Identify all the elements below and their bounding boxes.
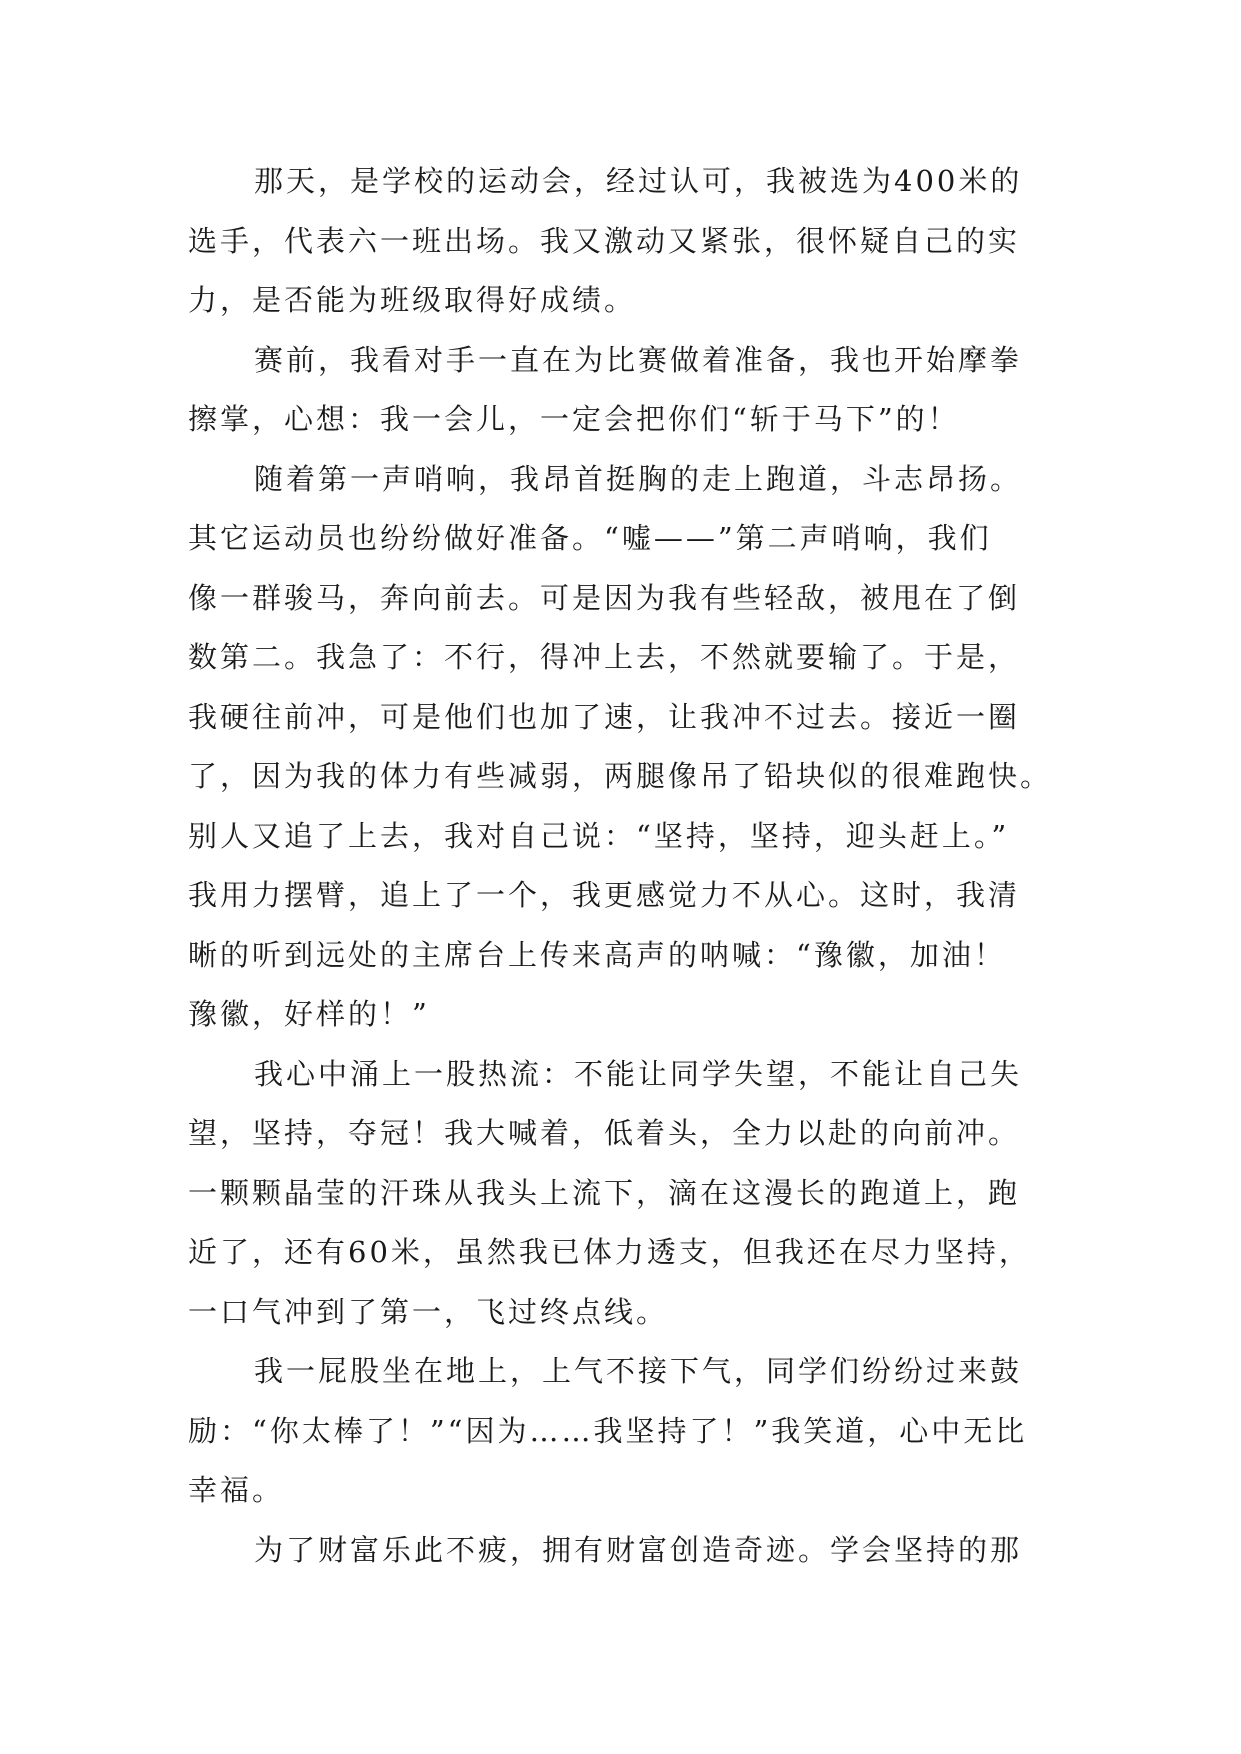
text-line: 我心中涌上一股热流：不能让同学失望，不能让自己失: [254, 1056, 1023, 1091]
text-line: 近了，还有60米，虽然我已体力透支，但我还在尽力坚持，: [188, 1235, 1031, 1269]
text-line: 为了财富乐此不疲，拥有财富创造奇迹。学会坚持的那: [254, 1532, 1023, 1567]
text-line: 那天，是学校的运动会，经过认可，我被选为400米的: [254, 164, 1023, 198]
text-line: 随着第一声哨响，我昂首挺胸的走上跑道，斗志昂扬。: [254, 461, 1023, 496]
text-line: 励：“你太棒了！”“因为……我坚持了！”我笑道，心中无比: [188, 1413, 1028, 1448]
text-line: 选手，代表六一班出场。我又激动又紧张，很怀疑自己的实: [188, 223, 1021, 258]
text-line: 一口气冲到了第一，飞过终点线。: [188, 1294, 669, 1329]
text-line: 力，是否能为班级取得好成绩。: [188, 283, 637, 317]
text-line: 我一屁股坐在地上，上气不接下气，同学们纷纷过来鼓: [254, 1354, 1023, 1388]
text-line: 豫徽，好样的！”: [188, 997, 430, 1031]
text-line: 擦掌，心想：我一会儿，一定会把你们“斩于马下”的！: [188, 402, 960, 436]
text-line: 赛前，我看对手一直在为比赛做着准备，我也开始摩拳: [254, 342, 1023, 377]
text-line: 我用力摆臂，追上了一个，我更感觉力不从心。这时，我清: [188, 878, 1021, 912]
text-line: 幸福。: [188, 1473, 285, 1507]
paragraph-3: [188, 450, 1068, 1045]
text-line: 别人又追了上去，我对自己说：“坚持，坚持，迎头赶上。”: [188, 818, 1010, 853]
text-line: 像一群骏马，奔向前去。可是因为我有些轻敌，被甩在了倒: [188, 580, 1021, 615]
essay-body: [188, 152, 1068, 1580]
text-line: 一颗颗晶莹的汗珠从我头上流下，滴在这漫长的跑道上，跑: [188, 1175, 1021, 1210]
text-line: 我硬往前冲，可是他们也加了速，让我冲不过去。接近一圈: [188, 699, 1021, 734]
text-line: 晰的听到远处的主席台上传来高声的呐喊：“豫徽，加油！: [188, 937, 1006, 972]
paragraph-4: [188, 1045, 1068, 1343]
text-line: 望，坚持，夺冠！我大喊着，低着头，全力以赴的向前冲。: [188, 1116, 1021, 1150]
paragraph-5: [188, 1342, 1068, 1521]
text-line: 数第二。我急了：不行，得冲上去，不然就要输了。于是，: [188, 640, 1021, 674]
paragraph-2: [188, 331, 1068, 450]
text-line: 其它运动员也纷纷做好准备。“嘘——”第二声哨响，我们: [188, 521, 992, 555]
text-line: 了，因为我的体力有些减弱，两腿像吊了铅块似的很难跑快。: [188, 759, 1053, 793]
paragraph-1: [188, 152, 1068, 331]
paragraph-6: [188, 1521, 1068, 1581]
